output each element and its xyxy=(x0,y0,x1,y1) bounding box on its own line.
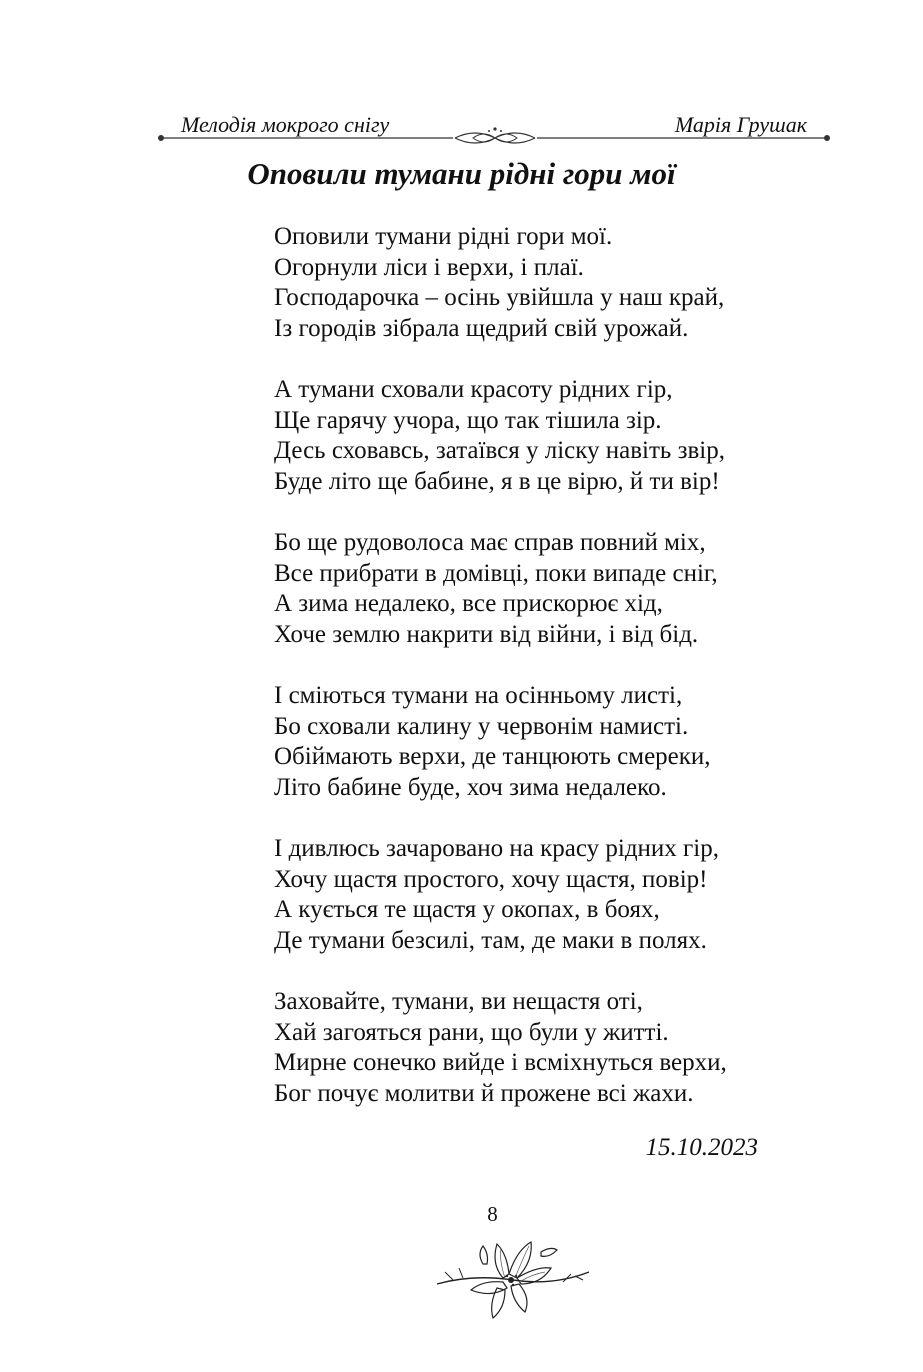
poem-line: Хоче землю накрити від війни, і від бід. xyxy=(274,620,699,648)
floral-ornament-icon xyxy=(433,1224,593,1324)
stanza xyxy=(274,222,834,344)
poem-line: Десь сховавсь, затаївся у ліску навіть звір, xyxy=(274,437,725,464)
stanza xyxy=(274,834,834,956)
poem-line: Літо бабине буде, хоч зима недалеко. xyxy=(274,773,667,801)
running-title: Мелодія мокрого снігу xyxy=(181,112,390,137)
poem-line: Оповили тумани рідні гори мої. xyxy=(274,223,613,250)
poem-line: А зима недалеко, все прискорює хід, xyxy=(274,590,663,617)
poem-line: А тумани сховали красоту рідних гір, xyxy=(274,376,673,403)
poem-line: Все прибрати в домівці, поки випаде сніг, xyxy=(274,559,718,587)
poem-line: І дивлюсь зачаровано на красу рідних гір, xyxy=(274,835,719,862)
poem-line: Хочу щастя простого, хочу щастя, повір! xyxy=(274,865,708,893)
stanza xyxy=(274,681,834,803)
ornamental-divider-icon xyxy=(155,124,835,152)
poem-line: Бо сховали калину у червонім намисті. xyxy=(274,712,689,740)
running-author: Марія Грушак xyxy=(674,112,807,137)
poem-line: Бо ще рудоволоса має справ повний міх, xyxy=(274,529,706,556)
poem-line: Буде літо ще бабине, я в це вірю, й ти вір! xyxy=(274,467,720,495)
stanza xyxy=(274,375,834,497)
page-number: 8 xyxy=(487,1202,498,1226)
poem-body xyxy=(274,222,834,1140)
poem-date: 15.10.2023 xyxy=(645,1134,758,1161)
poem-line: І сміються тумани на осінньому листі, xyxy=(274,682,683,709)
poem-title: Оповили тумани рідні гори мої xyxy=(247,156,676,191)
stanza xyxy=(274,528,834,650)
poem-line: Бог почує молитви й прожене всі жахи. xyxy=(274,1079,694,1107)
poem-line: А кується те щастя у окопах, в боях, xyxy=(274,896,660,923)
stanza xyxy=(274,987,834,1109)
poem-line: Заховайте, тумани, ви нещастя оті, xyxy=(274,988,643,1015)
poem-line: Де тумани безсилі, там, де маки в полях. xyxy=(274,926,707,954)
poem-line: Із городів зібрала щедрий свій урожай. xyxy=(274,314,689,342)
poem-line: Обіймають верхи, де танцюють смереки, xyxy=(274,743,711,770)
page-header xyxy=(0,0,923,160)
poem-line: Господарочка – осінь увійшла у наш край, xyxy=(274,284,725,311)
poem-line: Хай загояться рани, що були у житті. xyxy=(274,1018,669,1046)
poem-line: Огорнули ліси і верхи, і плаї. xyxy=(274,253,584,281)
poem-line: Мирне сонечко вийде і всміхнуться верхи, xyxy=(274,1049,727,1076)
poem-line: Ще гарячу учора, що так тішила зір. xyxy=(274,406,662,434)
